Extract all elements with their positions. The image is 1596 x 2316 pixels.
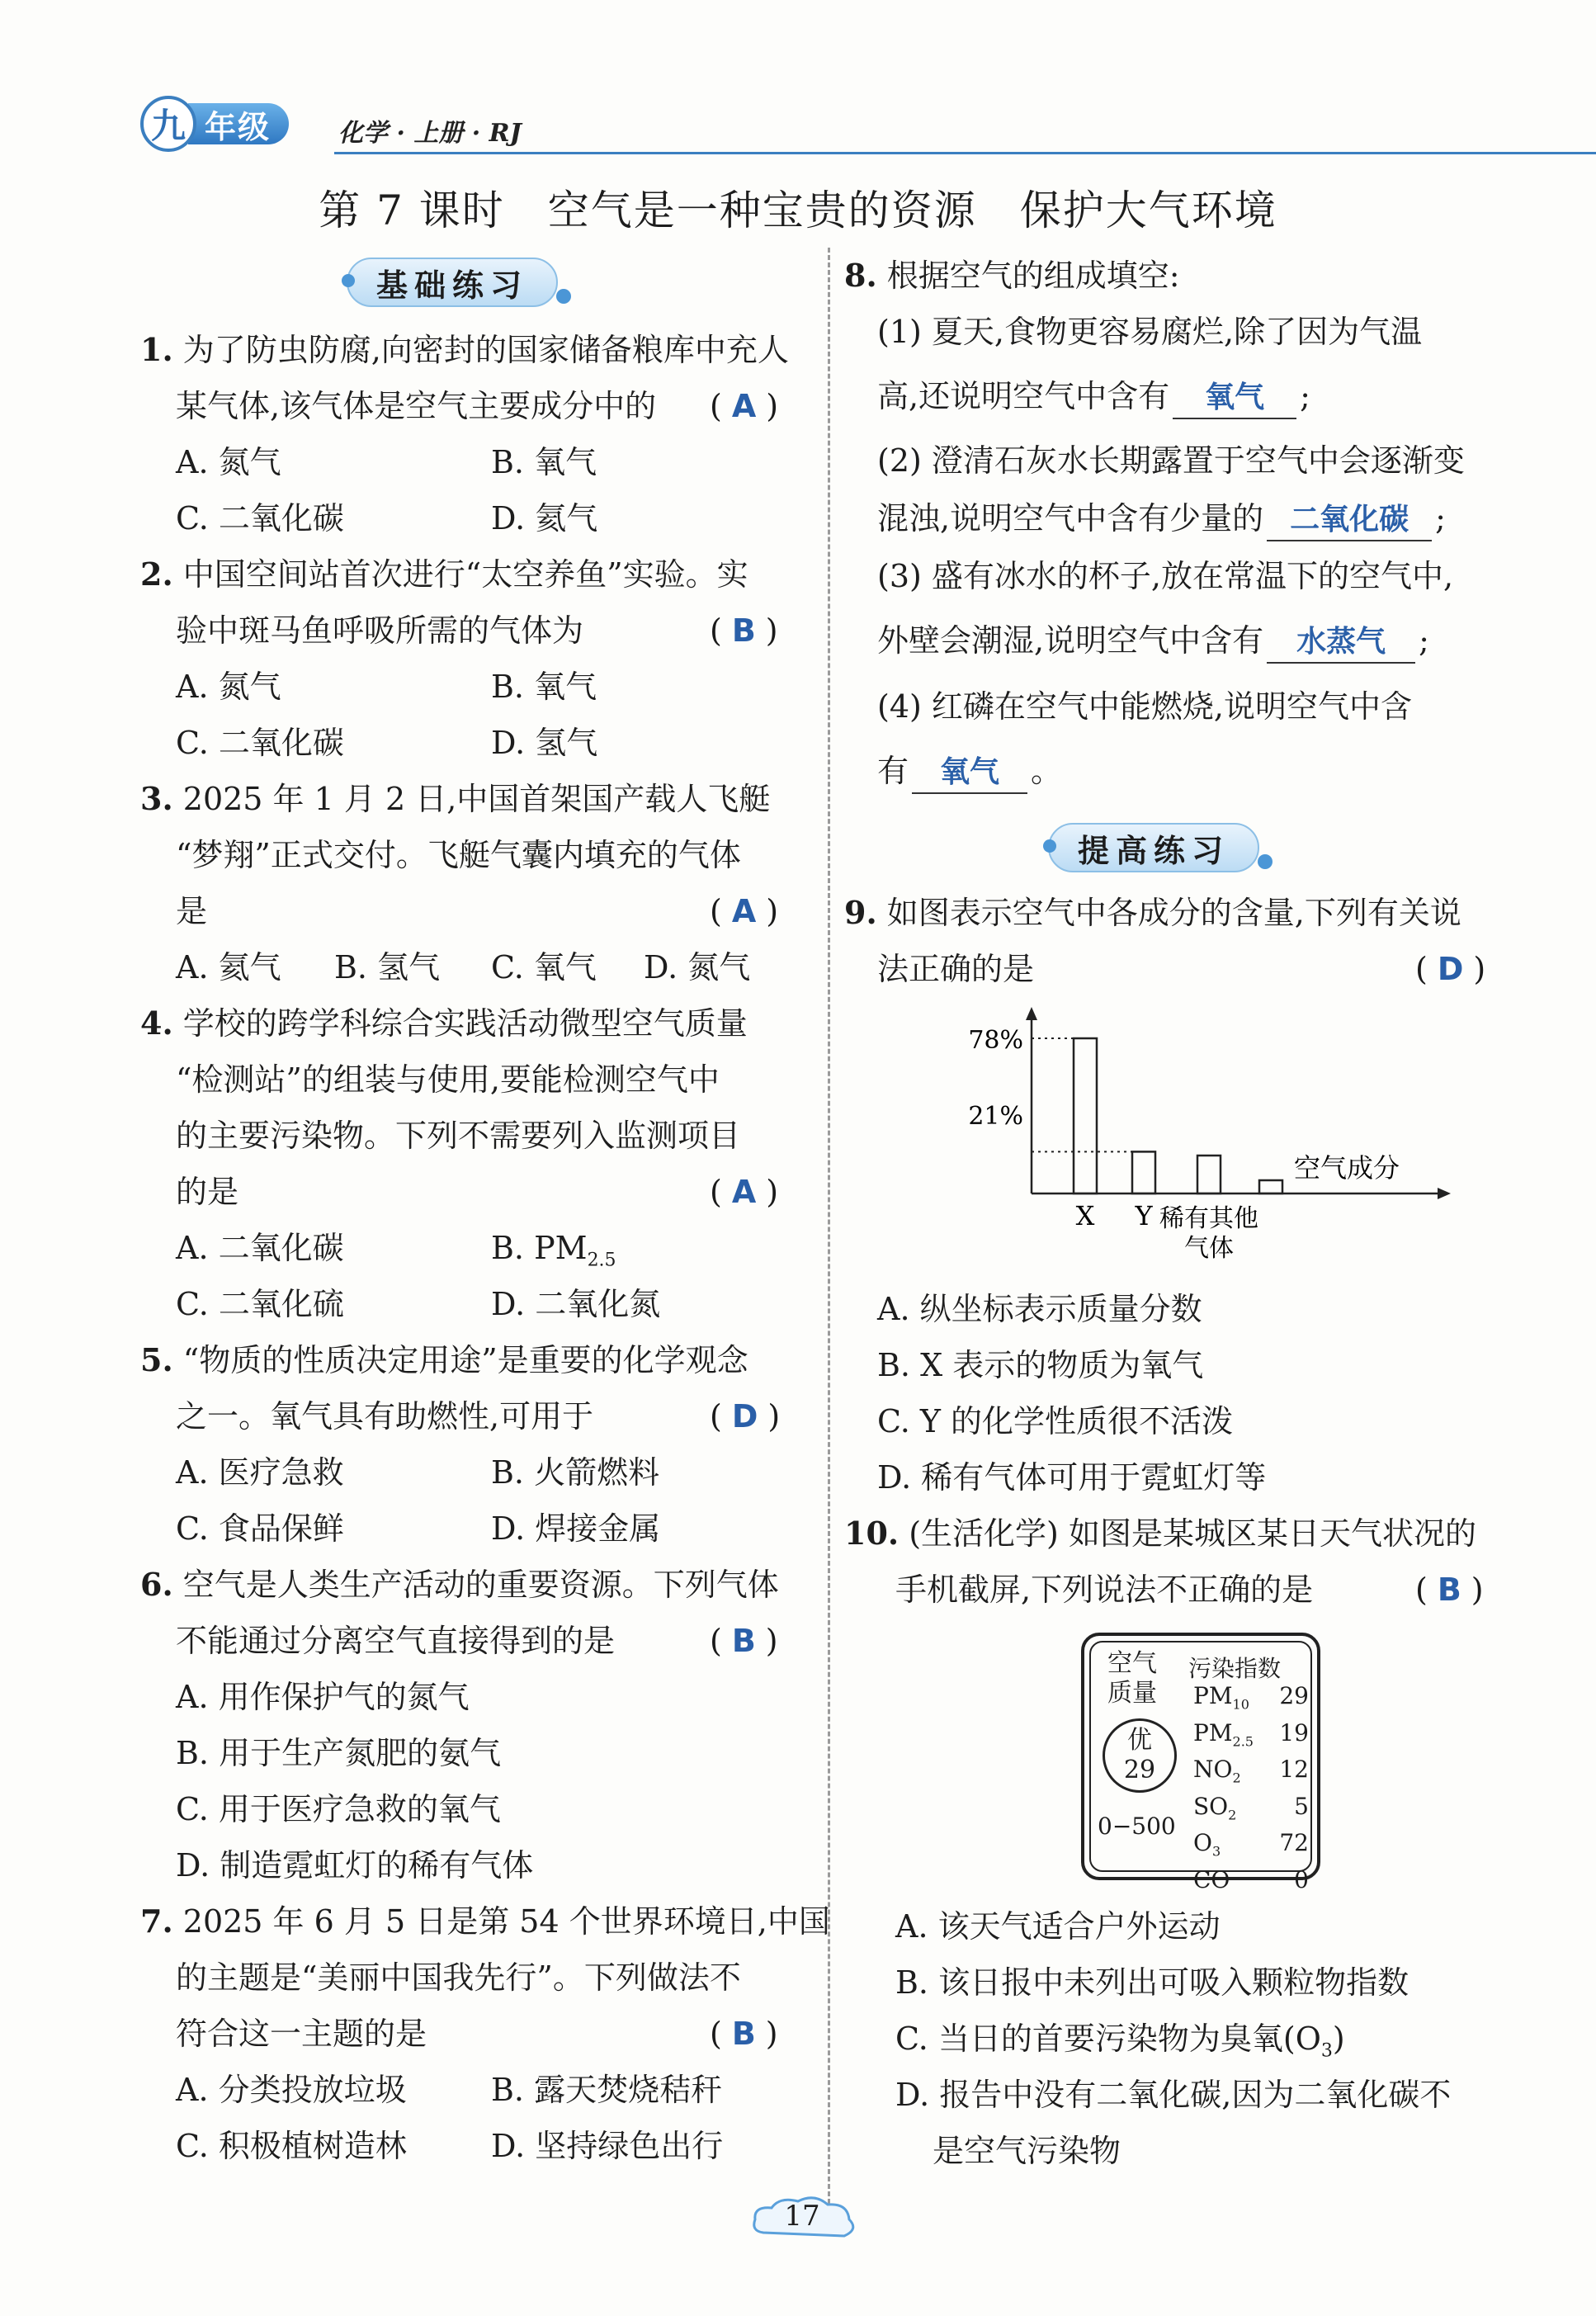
page-number-badge	[747, 2191, 862, 2249]
aqi-label	[1107, 1649, 1157, 1709]
option-d: D. 氢气	[491, 725, 598, 761]
question-8-part3-line2	[877, 612, 1429, 669]
option-d: D. 二氧化氮	[491, 1286, 661, 1322]
option-c-subscript: 3	[1320, 2040, 1333, 2062]
question-number: 8.	[844, 257, 877, 294]
lesson-title: 第 7 课时 空气是一种宝贵的资源 保护大气环境	[319, 187, 1277, 234]
option-b: B. 露天焚烧秸秆	[491, 2072, 723, 2108]
answer-6: ( B )	[710, 1623, 778, 1659]
answer-letter: D	[1437, 951, 1464, 987]
answer-letter: B	[731, 612, 756, 649]
fill-answer-3[interactable]: 水蒸气	[1267, 622, 1415, 664]
ytick-21: 21%	[968, 1102, 1023, 1131]
question-number: 4.	[140, 1004, 173, 1042]
question-5-line2: 之一。氧气具有助燃性,可用于	[176, 1398, 594, 1435]
question-text: 如图是某城区某日天气状况的	[1068, 1515, 1476, 1552]
question-5	[140, 1332, 748, 1388]
section-advanced-label: 提高练习	[1048, 823, 1259, 872]
pollutant-value: 5	[1294, 1792, 1309, 1820]
category-label-x: X	[1075, 1200, 1095, 1231]
aqi-pollutant-row	[1193, 1682, 1309, 1719]
question-text: 根据空气的组成填空:	[886, 258, 1180, 294]
question-8	[844, 248, 1180, 304]
pollutant-value: 12	[1279, 1756, 1309, 1784]
question-7-line2: 的主题是“美丽中国我先行”。下列做法不	[176, 1959, 741, 1996]
question-3-line2: “梦翔”正式交付。飞艇气囊内填充的气体	[176, 837, 741, 873]
question-1	[140, 322, 800, 378]
option-d: D. 氮气	[644, 949, 751, 985]
question-6-line2: 不能通过分离空气直接得到的是	[176, 1623, 616, 1659]
answer-letter: D	[731, 1398, 758, 1435]
question-number: 9.	[844, 894, 877, 931]
bubble-icon	[1043, 839, 1056, 853]
answer-1: ( A )	[710, 388, 779, 424]
question-7-line3: 符合这一主题的是	[176, 2016, 427, 2052]
pollutant-symbol: NO	[1193, 1756, 1233, 1784]
question-3-line3: 是	[176, 893, 208, 929]
question-4-line3: 的主要污染物。下列不需要列入监测项目	[176, 1118, 741, 1154]
question-9-line2: 法正确的是	[877, 951, 1035, 987]
answer-letter: B	[731, 2016, 756, 2052]
pollutant-subscript: 2.5	[1232, 1733, 1254, 1750]
question-8-part2-line1: (2) 澄清石灰水长期露置于空气中会逐渐变	[877, 442, 1465, 479]
option-c: C. 二氧化碳	[176, 725, 344, 761]
pollutant-name	[1193, 1719, 1254, 1756]
question-10	[844, 1505, 1476, 1562]
question-8-part4-line2	[877, 743, 1062, 799]
aqi-value: 29	[1123, 1756, 1156, 1784]
option-c-end: )	[1332, 2021, 1345, 2057]
option-a: A. 氦气	[176, 949, 281, 985]
option-d: D. 焊接金属	[491, 1510, 661, 1547]
question-number: 2.	[140, 555, 173, 593]
bubble-icon	[556, 289, 571, 304]
answer-3: ( A )	[710, 893, 779, 929]
option-a: A. 医疗急救	[176, 1454, 344, 1491]
answer-letter: A	[731, 388, 757, 424]
option-c: C. 二氧化碳	[176, 500, 344, 536]
pollutant-value: 72	[1279, 1829, 1309, 1857]
category-label-y: Y	[1135, 1200, 1153, 1231]
aqi-level: 优	[1127, 1726, 1152, 1755]
subject-label: 化学 · 上册 · RJ	[338, 119, 522, 148]
bar-rare-gases	[1197, 1156, 1221, 1193]
option-a: A. 氮气	[176, 669, 281, 705]
question-2	[140, 546, 748, 603]
question-4	[140, 995, 748, 1052]
pollutant-value: 19	[1279, 1718, 1309, 1746]
bubble-icon	[1258, 854, 1273, 869]
aqi-pollutant-row	[1193, 1866, 1309, 1903]
category-label-other-line2: 气体	[1184, 1234, 1234, 1263]
option-a: A. 用作保护气的氮气	[176, 1679, 470, 1715]
aqi-index-title: 污染指数	[1188, 1655, 1282, 1682]
option-a: A. 该天气适合户外运动	[895, 1908, 1221, 1945]
option-b: B. 氧气	[491, 444, 597, 480]
x-axis-label: 空气成分	[1294, 1152, 1400, 1184]
option-b: B. X 表示的物质为氧气	[877, 1347, 1204, 1383]
answer-letter: B	[1437, 1572, 1461, 1608]
grade-logo	[140, 97, 289, 150]
option-a: A. 分类投放垃圾	[176, 2072, 407, 2108]
question-8-part1-line1: (1) 夏天,食物更容易腐烂,除了因为气温	[877, 314, 1423, 350]
section-basic	[347, 256, 558, 309]
answer-7: ( B )	[710, 2016, 778, 2052]
question-text: “物质的性质决定用途”是重要的化学观念	[182, 1342, 748, 1378]
pollutant-symbol: SO	[1193, 1792, 1229, 1820]
grade-logo-char: 九	[140, 96, 196, 152]
bar-other	[1259, 1180, 1282, 1193]
question-8-part2-line2	[877, 490, 1446, 546]
question-8-part1-line2	[877, 368, 1310, 424]
x-axis-arrow-icon	[1438, 1188, 1451, 1199]
option-a: A. 氮气	[176, 444, 281, 480]
question-text: 高,还说明空气中含有	[877, 378, 1170, 414]
question-text: 混浊,说明空气中含有少量的	[877, 500, 1264, 536]
question-number: 1.	[140, 331, 173, 368]
aqi-pollutant-row	[1193, 1793, 1309, 1830]
option-c: C. 用于医疗急救的氧气	[176, 1791, 501, 1827]
option-d: D. 制造霓虹灯的稀有气体	[176, 1847, 534, 1884]
aqi-pollutant-row	[1193, 1829, 1309, 1866]
option-b: B. 火箭燃料	[491, 1454, 660, 1491]
option-d: D. 稀有气体可用于霓虹灯等	[877, 1459, 1267, 1496]
header-rule	[334, 152, 1596, 154]
aqi-pollutant-row	[1193, 1756, 1309, 1793]
pollutant-value: 29	[1279, 1682, 1309, 1709]
answer-9: ( D )	[1415, 951, 1486, 987]
question-text: 为了防虫防腐,向密封的国家储备粮库中充人	[182, 332, 789, 368]
question-tag: (生活化学)	[909, 1515, 1059, 1552]
question-text: 如图表示空气中各成分的含量,下列有关说	[886, 895, 1461, 931]
option-c: C. 二氧化硫	[176, 1286, 344, 1322]
air-composition-chart	[949, 1007, 1452, 1279]
page-number: 17	[784, 2200, 820, 2233]
option-a: A. 纵坐标表示质量分数	[877, 1291, 1202, 1327]
grade-logo-text: 年级	[188, 103, 289, 144]
aqi-label-line2: 质量	[1107, 1679, 1157, 1708]
option-d: D. 报告中没有二氧化碳,因为二氧化碳不	[895, 2077, 1452, 2113]
punctuation: 。	[1031, 753, 1063, 789]
pollutant-symbol: O	[1193, 1829, 1212, 1857]
option-d: D. 氦气	[491, 500, 598, 536]
fill-answer-2[interactable]: 二氧化碳	[1267, 500, 1432, 541]
question-8-part4-line1: (4) 红磷在空气中能燃烧,说明空气中含	[877, 688, 1412, 725]
pollutant-symbol: PM	[1193, 1682, 1233, 1709]
question-text: 空气是人类生产活动的重要资源。下列气体	[182, 1567, 779, 1603]
answer-5: ( D )	[710, 1398, 781, 1435]
bar-y	[1132, 1151, 1155, 1193]
punctuation: ;	[1300, 378, 1310, 414]
option-c: C. Y 的化学性质很不活泼	[877, 1403, 1234, 1439]
bubble-icon	[342, 274, 355, 287]
answer-10: ( B )	[1415, 1572, 1484, 1608]
question-text: 学校的跨学科综合实践活动微型空气质量	[182, 1005, 748, 1042]
question-6	[140, 1557, 779, 1613]
section-advanced	[1048, 821, 1259, 874]
aqi-card	[1081, 1633, 1320, 1893]
pollutant-value: 0	[1294, 1865, 1309, 1893]
option-b-subscript: 2.5	[587, 1250, 616, 1271]
aqi-label-line1: 空气	[1107, 1649, 1157, 1678]
option-b: B. 该日报中未列出可吸入颗粒物指数	[895, 1964, 1409, 2001]
pollutant-name	[1193, 1866, 1230, 1903]
option-b: B. 用于生产氮肥的氨气	[176, 1735, 502, 1771]
pollutant-symbol: PM	[1193, 1718, 1233, 1746]
aqi-pollutant-list	[1193, 1682, 1309, 1903]
option-b: B. 氧气	[491, 669, 597, 705]
pollutant-symbol: CO	[1193, 1865, 1230, 1893]
answer-2: ( B )	[710, 612, 778, 649]
option-b: B. 氢气	[334, 949, 441, 985]
aqi-range: 0−500	[1098, 1813, 1176, 1840]
question-number: 6.	[140, 1566, 173, 1603]
question-text: 2025 年 6 月 5 日是第 54 个世界环境日,中国	[182, 1903, 830, 1940]
punctuation: ;	[1435, 500, 1446, 536]
question-text: 外壁会潮湿,说明空气中含有	[877, 622, 1264, 659]
question-text: 有	[877, 753, 909, 789]
question-8-part3-line1: (3) 盛有冰水的杯子,放在常温下的空气中,	[877, 558, 1454, 594]
pollutant-subscript: 10	[1232, 1696, 1249, 1713]
option-c-text: C. 当日的首要污染物为臭氧(O	[895, 2021, 1321, 2057]
aqi-pollutant-row	[1193, 1719, 1309, 1756]
question-number: 7.	[140, 1902, 173, 1940]
answer-letter: A	[731, 1174, 757, 1210]
category-label-other-line1: 稀有其他	[1159, 1204, 1258, 1233]
question-4-line4: 的是	[176, 1174, 239, 1210]
question-1-line2: 某气体,该气体是空气主要成分中的	[176, 388, 657, 424]
fill-answer-4[interactable]: 氧气	[912, 753, 1027, 794]
question-text: 2025 年 1 月 2 日,中国首架国产载人飞艇	[182, 781, 771, 817]
punctuation: ;	[1419, 622, 1429, 659]
question-2-line2: 验中斑马鱼呼吸所需的气体为	[176, 612, 584, 649]
question-number: 3.	[140, 780, 173, 817]
y-axis-arrow-icon	[1026, 1007, 1037, 1020]
question-3	[140, 771, 770, 827]
question-number: 5.	[140, 1341, 173, 1378]
option-a: A. 二氧化碳	[176, 1230, 344, 1266]
pollutant-subscript: 2	[1232, 1770, 1241, 1786]
page-header	[140, 97, 1510, 155]
pollutant-subscript: 2	[1228, 1807, 1237, 1823]
question-text: 中国空间站首次进行“太空养鱼”实验。实	[182, 556, 748, 593]
question-4-line2: “检测站”的组装与使用,要能检测空气中	[176, 1061, 720, 1098]
option-c: C. 食品保鲜	[176, 1510, 344, 1547]
answer-4: ( A )	[710, 1174, 779, 1210]
question-9	[844, 885, 1461, 941]
answer-letter: A	[731, 893, 757, 929]
option-d: D. 坚持绿色出行	[491, 2128, 724, 2164]
aqi-gauge	[1103, 1718, 1177, 1793]
pollutant-name	[1193, 1793, 1236, 1830]
pollutant-name	[1193, 1682, 1249, 1719]
option-c: C. 积极植树造林	[176, 2128, 407, 2164]
question-number: 10.	[844, 1515, 900, 1552]
option-c: C. 氧气	[491, 949, 597, 985]
ytick-78: 78%	[968, 1026, 1023, 1055]
question-10-line2: 手机截屏,下列说法不正确的是	[895, 1572, 1314, 1608]
fill-answer-1[interactable]: 氧气	[1173, 378, 1296, 419]
pollutant-name	[1193, 1829, 1221, 1866]
question-7	[140, 1893, 830, 1950]
pollutant-subscript: 3	[1211, 1843, 1221, 1860]
pollutant-name	[1193, 1756, 1241, 1793]
answer-letter: B	[731, 1623, 756, 1659]
bar-x	[1074, 1038, 1097, 1193]
option-d-line2: 是空气污染物	[933, 2133, 1121, 2169]
section-basic-label: 基础练习	[347, 258, 558, 307]
option-b-text: B. PM	[491, 1230, 588, 1266]
